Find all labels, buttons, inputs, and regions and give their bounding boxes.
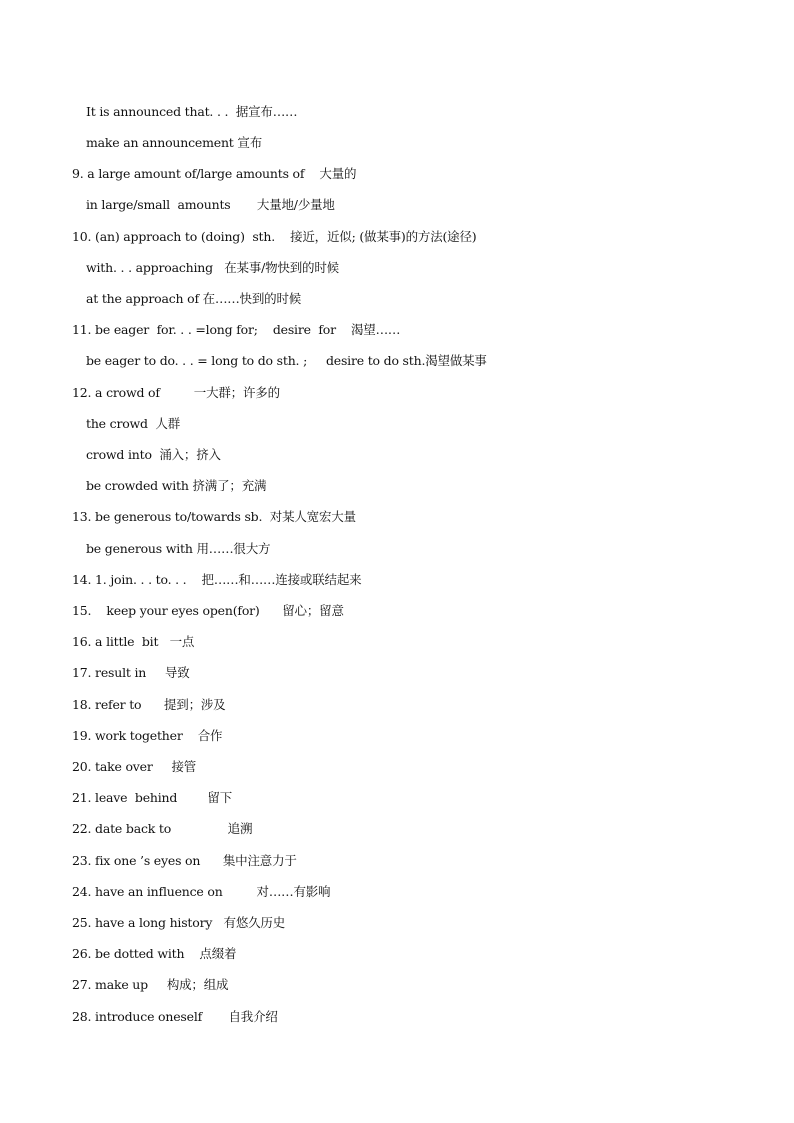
text-line: It is announced that. . . 据宣布…… — [86, 104, 298, 119]
text-line: crowd into 涌入；挤入 — [86, 447, 221, 462]
text-line: 21. leave behind 留下 — [72, 790, 232, 805]
text-line: be generous with 用……很大方 — [86, 541, 271, 556]
text-line: at the approach of 在……快到的时候 — [86, 291, 302, 306]
text-line: 13. be generous to/towards sb. 对某人宽宏大量 — [72, 509, 356, 524]
text-line: 23. fix one ’s eyes on 集中注意力于 — [72, 853, 297, 868]
text-line: be crowded with 挤满了；充满 — [86, 478, 267, 493]
text-line: 11. be eager for. . . =long for; desire for 渴望…… — [72, 322, 401, 337]
text-line: 16. a little bit 一点 — [72, 634, 195, 649]
text-line: 25. have a long history 有悠久历史 — [72, 915, 286, 930]
text-line: 14. 1. join. . . to. . . 把……和……连接或联结起来 — [72, 572, 362, 587]
text-line: 15. keep your eyes open(for) 留心；留意 — [72, 603, 344, 618]
text-line: 19. work together 合作 — [72, 728, 223, 743]
text-line: in large/small amounts 大量地/少量地 — [86, 197, 335, 212]
text-line: 26. be dotted with 点缀着 — [72, 946, 237, 961]
text-line: 9. a large amount of/large amounts of 大量的 — [72, 166, 357, 181]
text-line: with. . . approaching 在某事/物快到的时候 — [86, 260, 339, 275]
text-line: 17. result in 导致 — [72, 665, 190, 680]
text-line: 20. take over 接管 — [72, 759, 197, 774]
text-line: 22. date back to 追溯 — [72, 821, 253, 836]
text-line: be eager to do. . . = long to do sth. ; desire to do sth.渴望做某事 — [86, 353, 487, 368]
text-line: 18. refer to 提到；涉及 — [72, 697, 226, 712]
text-line: the crowd 人群 — [86, 416, 180, 431]
text-line: 28. introduce oneself 自我介绍 — [72, 1009, 278, 1024]
text-line: 12. a crowd of 一大群；许多的 — [72, 385, 280, 400]
text-line: 10. (an) approach to (doing) sth. 接近，近似; (做某事)的方法(途径) — [72, 229, 477, 244]
text-line: 27. make up 构成；组成 — [72, 977, 229, 992]
text-line: 24. have an influence on 对……有影响 — [72, 884, 331, 899]
text-line: make an announcement 宣布 — [86, 135, 263, 150]
